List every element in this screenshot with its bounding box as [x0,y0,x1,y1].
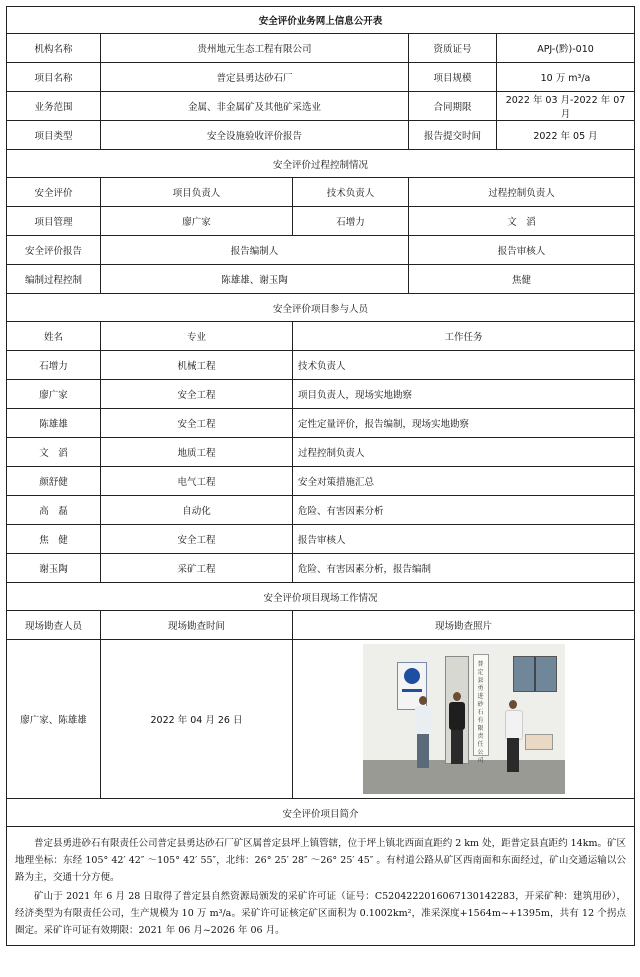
cert-value: APJ-(黔)-010 [497,34,635,63]
scale-value: 10 万 m³/a [497,63,635,92]
participant-name: 颜舒健 [7,467,101,496]
intro-section-title: 安全评价项目简介 [7,799,635,827]
reviewer-value: 焦健 [409,265,635,294]
ground [363,760,565,794]
participant-task: 项目负责人，现场实地勘察 [293,380,635,409]
participant-major: 安全工程 [101,409,293,438]
participant-name: 谢玉陶 [7,554,101,583]
reviewer-header: 报告审核人 [409,236,635,265]
ctrl-value: 文 滔 [409,207,635,236]
participant-major: 地质工程 [101,438,293,467]
tech-header: 技术负责人 [293,178,409,207]
cert-label: 资质证号 [409,34,497,63]
mgmt-label-1: 安全评价 [7,178,101,207]
participant-task: 危险、有害因素分析 [293,496,635,525]
participant-task: 技术负责人 [293,351,635,380]
report-label-2: 编制过程控制 [7,265,101,294]
writer-header: 报告编制人 [101,236,409,265]
scale-label: 项目规模 [409,63,497,92]
participant-major: 机械工程 [101,351,293,380]
report-date-value: 2022 年 05 月 [497,121,635,150]
org-value: 贵州地元生态工程有限公司 [101,34,409,63]
participant-task: 安全对策措施汇总 [293,467,635,496]
company-plaque [473,654,489,764]
participant-name: 石增力 [7,351,101,380]
contract-label: 合同期限 [409,92,497,121]
field-time-value: 2022 年 04 月 26 日 [101,640,293,799]
intro-paragraph-2: 矿山于 2021 年 6 月 28 日取得了普定县自然资源局颁发的采矿许可证（证号：C5204222016067130142283，开采矿种：建筑用砂），经济类型为有限责任公司，生产规模为 10 万 m³/a。采矿许可证核定矿区面积为 0.1002km²，准采深度+1564m~+1395m，共有 12 个拐点圈定。采矿许可证有效期限：2021 年 06 月~2026 年 06 月。 [15,891,627,936]
participant-major: 安全工程 [101,380,293,409]
table-row [7,467,635,496]
info-disclosure-form [6,6,634,946]
participant-task: 报告审核人 [293,525,635,554]
type-value: 安全设施验收评价报告 [101,121,409,150]
participants-section-title: 安全评价项目参与人员 [7,294,635,322]
table-row [7,438,635,467]
disclosure-table [6,6,635,946]
contract-value: 2022 年 03 月-2022 年 07 月 [497,92,635,121]
table-row [7,525,635,554]
participant-major: 自动化 [101,496,293,525]
mgmt-label-2: 项目管理 [7,207,101,236]
table-row [7,380,635,409]
participant-name: 廖广家 [7,380,101,409]
sign-text-bar [402,689,422,692]
intro-body [7,827,635,946]
form-title: 安全评价业务网上信息公开表 [7,7,635,34]
participant-task: 定性定量评价，报告编制，现场实地勘察 [293,409,635,438]
project-label: 项目名称 [7,63,101,92]
pm-header: 项目负责人 [101,178,293,207]
participant-name: 陈雄雄 [7,409,101,438]
table-row [7,554,635,583]
report-label-1: 安全评价报告 [7,236,101,265]
report-date-label: 报告提交时间 [409,121,497,150]
pm-value: 廖广家 [101,207,293,236]
participant-task: 危险、有害因素分析，报告编制 [293,554,635,583]
window [513,656,557,692]
participant-name: 焦 健 [7,525,101,554]
field-time-header: 现场勘查时间 [101,611,293,640]
col-header-task: 工作任务 [293,322,635,351]
process-section-title: 安全评价过程控制情况 [7,150,635,178]
writer-value: 陈雄雄、谢玉陶 [101,265,409,294]
field-photo-cell [293,640,635,799]
participant-major: 安全工程 [101,525,293,554]
participant-name: 文 滔 [7,438,101,467]
site-photo [363,644,565,794]
table-row [7,409,635,438]
participant-task: 过程控制负责人 [293,438,635,467]
col-header-major: 专业 [101,322,293,351]
intro-paragraph-1: 普定县勇进砂石有限责任公司普定县勇达砂石厂矿区属普定县坪上镇管辖，位于坪上镇北西面直距约 2 km 处，距普定县直距约 14km。矿区地理坐标：东经 105° 42′ 42″ ～105° 42′ 55″，北纬：26° 25′ 28″ ～26° 25′ 45″ 。有村道公路从矿区西南面和东面经过，矿山交通运输以公路为主，交通十分方便。 [15,838,627,883]
participant-name: 高 磊 [7,496,101,525]
plaque-text: 普定县勇进砂石有限责任公司 [477,661,484,764]
table-row [7,351,635,380]
type-label: 项目类型 [7,121,101,150]
field-people-header: 现场勘查人员 [7,611,101,640]
field-photo-header: 现场勘查照片 [293,611,635,640]
table-row [7,496,635,525]
scope-label: 业务范围 [7,92,101,121]
field-section-title: 安全评价项目现场工作情况 [7,583,635,611]
field-people-value: 廖广家、陈雄雄 [7,640,101,799]
banner [525,734,553,750]
participant-major: 采矿工程 [101,554,293,583]
tech-value: 石增力 [293,207,409,236]
ctrl-header: 过程控制负责人 [409,178,635,207]
participant-major: 电气工程 [101,467,293,496]
project-value: 普定县勇达砂石厂 [101,63,409,92]
org-label: 机构名称 [7,34,101,63]
scope-value: 金属、非金属矿及其他矿采选业 [101,92,409,121]
helmet-icon [404,668,420,684]
col-header-name: 姓名 [7,322,101,351]
